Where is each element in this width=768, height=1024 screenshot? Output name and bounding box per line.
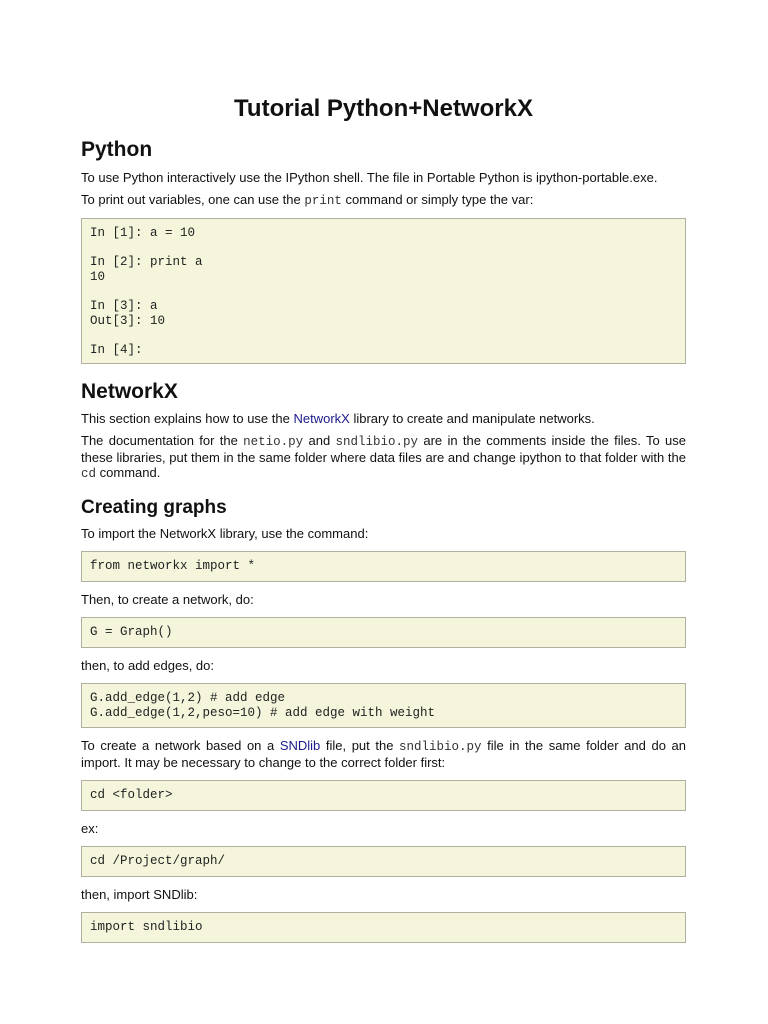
sndlib-link[interactable]: SNDlib: [279, 738, 321, 753]
code-block-import-sndlibio: import sndlibio: [81, 912, 686, 943]
python-p2-text-after: command or simply type the var:: [345, 192, 534, 207]
networkx-link[interactable]: NetworkX: [293, 411, 350, 426]
section-heading-networkx: NetworkX: [81, 380, 178, 403]
code-block-cd-folder: cd <folder>: [81, 780, 686, 811]
code-block-add-edges: G.add_edge(1,2) # add edge G.add_edge(1,2,peso=10) # add edge with weight: [81, 683, 686, 728]
creating-paragraph-4: [81, 738, 686, 770]
python-paragraph-1: To use Python interactively use the IPython shell. The file in Portable Python is ipython-portable.exe.: [81, 170, 658, 185]
networkx-paragraph-1: [81, 411, 686, 426]
networkx-p1-text-before: This section explains how to use the: [81, 411, 290, 426]
networkx-p2-text-a: The documentation for the: [81, 433, 238, 448]
creating-paragraph-1: To import the NetworkX library, use the command:: [81, 526, 369, 541]
creating-p4-text-a: To create a network based on a: [81, 738, 275, 753]
networkx-paragraph-2: [81, 433, 686, 482]
creating-p4-text-b: file, put the: [325, 738, 394, 753]
inline-code-netio: netio.py: [243, 435, 304, 449]
document-content: [81, 93, 686, 943]
creating-p4-text-c: file in the same folder and do an import. It may be necessary to change to the correct folder first:: [81, 738, 686, 770]
creating-paragraph-2: Then, to create a network, do:: [81, 592, 254, 607]
python-p2-text-before: To print out variables, one can use the: [81, 192, 301, 207]
code-block-create-graph: G = Graph(): [81, 617, 686, 648]
creating-paragraph-6: then, import SNDlib:: [81, 887, 198, 902]
inline-code-sndlibio: sndlibio.py: [335, 435, 419, 449]
section-heading-python: Python: [81, 138, 153, 161]
creating-paragraph-3: then, to add edges, do:: [81, 658, 214, 673]
inline-code-print: print: [304, 194, 342, 208]
code-block-ipython-session: In [1]: a = 10 In [2]: print a 10 In [3]: a Out[3]: 10 In [4]:: [81, 218, 686, 364]
networkx-p1-text-after: library to create and manipulate networks.: [353, 411, 595, 426]
page-title: Tutorial Python+NetworkX: [234, 95, 533, 122]
code-block-cd-example: cd /Project/graph/: [81, 846, 686, 877]
networkx-p2-text-d: command.: [99, 465, 161, 480]
inline-code-cd: cd: [81, 467, 97, 481]
subsection-heading-creating-graphs: Creating graphs: [81, 497, 227, 518]
python-paragraph-2: [81, 192, 686, 209]
inline-code-sndlibio-2: sndlibio.py: [399, 740, 482, 754]
creating-paragraph-5: ex:: [81, 821, 99, 836]
networkx-p2-text-c: are in the comments inside the files. To use these libraries, put them in the same folder where data files are and change ipython to that folder with the: [81, 433, 686, 465]
networkx-p2-text-b: and: [308, 433, 331, 448]
code-block-import-networkx: from networkx import *: [81, 551, 686, 582]
